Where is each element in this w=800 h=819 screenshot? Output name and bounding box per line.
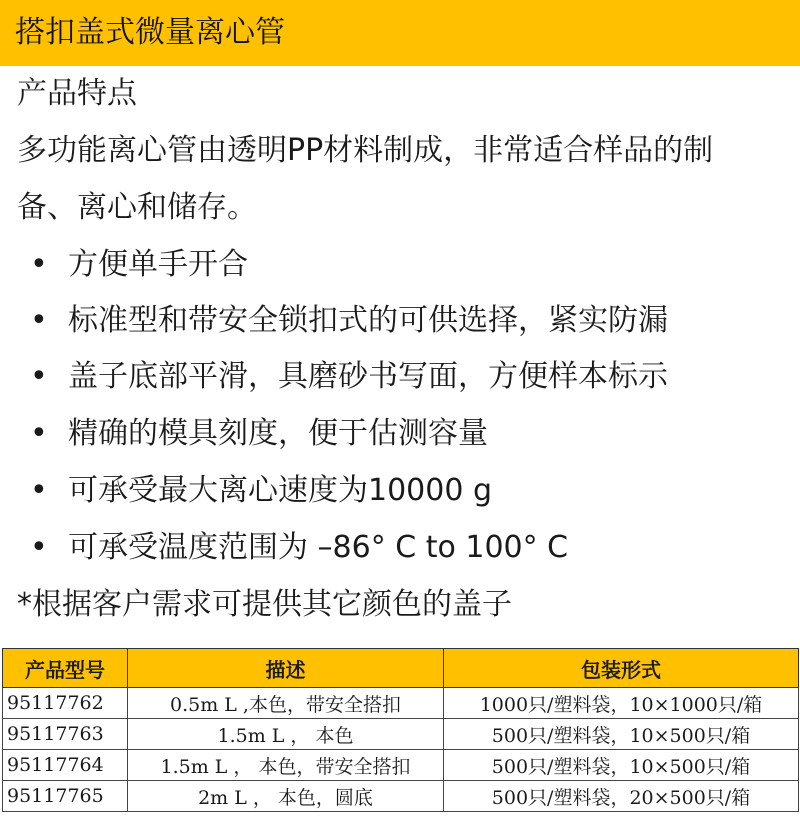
cell-model: 95117763 <box>3 719 128 750</box>
cell-model: 95117765 <box>3 781 128 812</box>
feature-item <box>30 357 668 397</box>
cell-description: 1.5m L ， 本色，带安全搭扣 <box>128 750 444 781</box>
feature-item <box>30 245 248 285</box>
section-heading: 产品特点 <box>17 76 137 111</box>
feature-text: 可承受最大离心速度为10000 g <box>68 473 493 508</box>
cell-description: 0.5m L ,本色，带安全搭扣 <box>128 688 444 719</box>
custom-color-note: *根据客户需求可提供其它颜色的盖子 <box>17 587 512 622</box>
cell-model: 95117764 <box>3 750 128 781</box>
bullet-icon: • <box>30 416 48 451</box>
bullet-icon: • <box>30 303 48 338</box>
table-row <box>3 750 799 781</box>
bullet-icon: • <box>30 530 48 565</box>
bullet-icon: • <box>30 247 48 282</box>
cell-packaging: 1000只/塑料袋，10×1000只/箱 <box>444 688 799 719</box>
bullet-icon: • <box>30 473 48 508</box>
cell-model: 95117762 <box>3 688 128 719</box>
table-row <box>3 688 799 719</box>
column-header-model: 产品型号 <box>3 649 128 688</box>
table-header-row <box>3 649 799 688</box>
page-title: 搭扣盖式微量离心管 <box>15 15 285 50</box>
column-header-description: 描述 <box>128 649 444 688</box>
feature-item <box>30 471 492 511</box>
bullet-icon: • <box>30 359 48 394</box>
feature-text: 可承受温度范围为 –86° C to 100° C <box>68 530 569 565</box>
cell-description: 2m L ， 本色，圆底 <box>128 781 444 812</box>
feature-item <box>30 301 668 341</box>
cell-description: 1.5m L ， 本色 <box>128 719 444 750</box>
page-title-bar <box>0 0 800 66</box>
cell-packaging: 500只/塑料袋，20×500只/箱 <box>444 781 799 812</box>
feature-text: 盖子底部平滑，具磨砂书写面，方便样本标示 <box>68 359 668 394</box>
feature-text: 方便单手开合 <box>68 247 248 282</box>
feature-item <box>30 414 488 454</box>
product-table <box>2 648 799 812</box>
cell-packaging: 500只/塑料袋，10×500只/箱 <box>444 750 799 781</box>
column-header-packaging: 包装形式 <box>444 649 799 688</box>
description-line-2: 备、离心和储存。 <box>17 190 257 225</box>
feature-text: 标准型和带安全锁扣式的可供选择，紧实防漏 <box>68 303 668 338</box>
feature-text: 精确的模具刻度，便于估测容量 <box>68 416 488 451</box>
cell-packaging: 500只/塑料袋，10×500只/箱 <box>444 719 799 750</box>
description-line-1: 多功能离心管由透明PP材料制成，非常适合样品的制 <box>17 133 714 168</box>
table-row <box>3 719 799 750</box>
table-row <box>3 781 799 812</box>
feature-item <box>30 528 568 568</box>
